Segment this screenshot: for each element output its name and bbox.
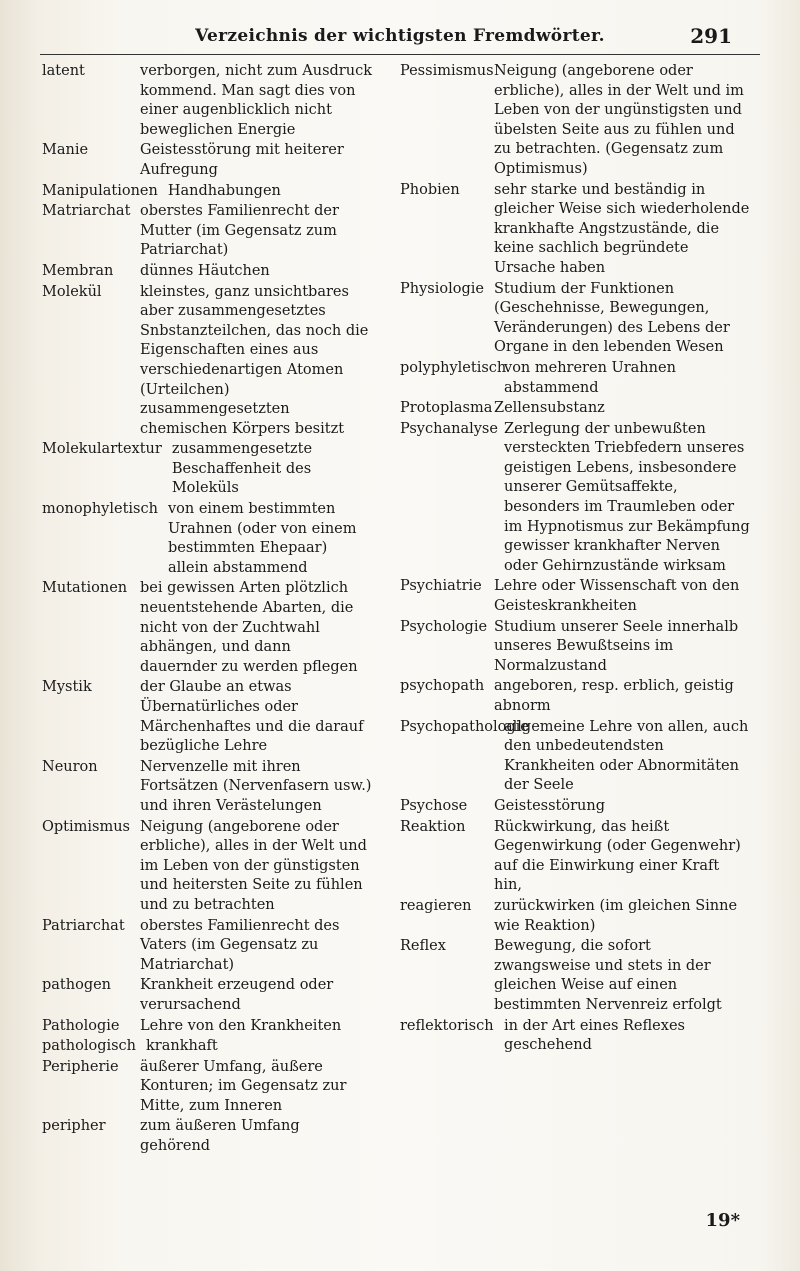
- glossary-entry: [42, 62, 372, 140]
- glossary-entry: [400, 937, 750, 1015]
- glossary-entry: [400, 718, 750, 796]
- entry-definition: Neigung (angeborene oder erbliche), alles in der Welt und im Leben von der ungünstigsten und übelsten Seite aus zu fühlen und zu betrachten. (Gegensatz zum Optimismus): [494, 63, 744, 177]
- entry-definition: verborgen, nicht zum Ausdruck kommend. Man sagt dies von einer augenblicklich nicht beweglichen Energie: [140, 63, 372, 138]
- glossary-entry: [400, 797, 750, 817]
- entry-term: Manie: [42, 142, 89, 159]
- entry-term: Psychose: [400, 797, 468, 814]
- entry-definition: sehr starke und beständig in gleicher Weise sich wiederholende krankhafte Angstzustände, die keine sachlich begründete Ursache haben: [494, 181, 750, 276]
- entry-term: peripher: [42, 1118, 106, 1135]
- entry-term: Psychiatrie: [400, 578, 482, 595]
- entry-definition: Bewegung, die sofort zwangsweise und stets in der gleichen Weise auf einen bestimmten Nervenreiz erfolgt: [494, 938, 722, 1013]
- entry-term: Molekül: [42, 283, 102, 300]
- running-header: [40, 18, 760, 55]
- entry-term: pathogen: [42, 977, 112, 994]
- glossary-entry: [42, 202, 372, 261]
- entry-definition: zum äußeren Umfang gehörend: [140, 1118, 300, 1155]
- entry-term: monophyletisch: [42, 501, 158, 518]
- entry-term: Molekulartextur: [42, 441, 162, 458]
- glossary-entry: [42, 1058, 372, 1117]
- glossary-entry: [42, 182, 372, 202]
- glossary-entry: [42, 262, 372, 282]
- entry-definition: Neigung (angeborene oder erbliche), alles in der Welt und im Leben von der günstigsten und heitersten Seite zu fühlen und zu betrachten: [140, 818, 367, 913]
- entry-definition: äußerer Umfang, äußere Konturen; im Gegensatz zur Mitte, zum Inneren: [140, 1058, 347, 1114]
- entry-term: pathologisch: [42, 1038, 137, 1055]
- glossary-entry: [400, 818, 750, 896]
- entry-definition: allgemeine Lehre von allen, auch den unbedeutendsten Krankheiten oder Abnormitäten der Seele: [504, 718, 749, 794]
- entry-definition: Zellensubstanz: [494, 400, 605, 417]
- entry-definition: Handhabungen: [167, 182, 281, 199]
- entry-definition: Geistesstörung: [494, 797, 605, 814]
- entry-term: Reflex: [400, 938, 446, 955]
- entry-definition: Lehre von den Krankheiten: [140, 1017, 342, 1034]
- entry-definition: Nervenzelle mit ihren Fortsätzen (Nervenfasern usw.) und ihren Verästelungen: [140, 758, 372, 814]
- glossary-entry: [42, 1017, 372, 1037]
- entry-term: latent: [42, 63, 85, 79]
- entry-definition: Lehre oder Wissenschaft von den Geisteskrankheiten: [494, 578, 740, 615]
- entry-definition: zurückwirken (im gleichen Sinne wie Reaktion): [494, 897, 738, 934]
- glossary-entry: [42, 579, 372, 677]
- glossary-entry: [42, 917, 372, 976]
- entry-term: Psychopathologie: [400, 718, 529, 735]
- glossary-entry: [400, 677, 750, 716]
- glossary-entry: [400, 359, 750, 398]
- entry-definition: Krankheit erzeugend oder verursachend: [140, 977, 334, 1013]
- page-number: 291: [690, 24, 732, 48]
- entry-definition: krankhaft: [146, 1038, 218, 1055]
- page-title: Verzeichnis der wichtigsten Fremdwörter.: [195, 26, 605, 46]
- entry-definition: der Glaube an etwas Übernatürliches oder Märchenhaftes und die darauf bezügliche Lehre: [140, 679, 364, 755]
- entry-definition: in der Art eines Reflexes geschehend: [504, 1017, 685, 1054]
- entry-definition: Geistesstörung mit heiterer Aufregung: [140, 142, 344, 178]
- entry-definition: kleinstes, ganz unsichtbares aber zusammengesetztes Snbstanzteilchen, das noch die Eigenschaften eines aus verschiedenartigen Atomen (Urteilchen) zusammengesetzten chemischen Körpers besitzt: [140, 283, 369, 437]
- entry-definition: oberstes Familienrecht der Mutter (im Gegensatz zum Patriarchat): [140, 203, 339, 259]
- entry-definition: Zerlegung der unbewußten versteckten Triebfedern unseres geistigen Lebens, insbesondere unserer Gemütsaffekte, besonders im Traumleben oder im Hypnotismus zur Bekämpfung gewisser krankhafter Nerven oder Gehirnzustände wirksam: [504, 420, 750, 574]
- entry-term: reagieren: [400, 897, 472, 914]
- entry-definition: oberstes Familienrecht des Vaters (im Gegensatz zu Matriarchat): [140, 917, 340, 973]
- entry-term: Mutationen: [42, 580, 128, 597]
- right-column: [400, 62, 750, 1057]
- entry-term: Reaktion: [400, 818, 466, 835]
- entry-term: Matriarchat: [42, 203, 131, 220]
- glossary-entry: [400, 897, 750, 936]
- glossary-entry: [42, 976, 372, 1015]
- entry-term: Neuron: [42, 758, 98, 775]
- entry-term: Mystik: [42, 679, 92, 696]
- glossary-entry: [42, 500, 372, 578]
- glossary-entry: [42, 758, 372, 817]
- glossary-entry: [42, 440, 372, 499]
- glossary-entry: [42, 818, 372, 916]
- glossary-entry: [42, 283, 372, 440]
- entry-term: Protoplasma: [400, 400, 493, 417]
- glossary-entry: [400, 181, 750, 279]
- entry-definition: von einem bestimmten Urahnen (oder von einem bestimmten Ehepaar) allein abstammend: [167, 501, 357, 576]
- entry-term: Psychologie: [400, 618, 488, 635]
- entry-definition: zusammengesetzte Beschaffenheit des Moleküls: [171, 441, 313, 497]
- glossary-entry: [400, 62, 750, 180]
- entry-term: Pessimismus: [400, 63, 494, 79]
- entry-definition: dünnes Häutchen: [140, 262, 270, 279]
- entry-term: Manipulationen: [42, 182, 158, 199]
- glossary-entry: [400, 280, 750, 358]
- entry-term: Peripherie: [42, 1058, 119, 1075]
- glossary-entry: [400, 1017, 750, 1056]
- entry-term: psychopath: [400, 678, 485, 695]
- entry-definition: angeboren, resp. erblich, geistig abnorm: [494, 678, 734, 714]
- entry-term: Patriarchat: [42, 917, 125, 934]
- glossary-entry: [400, 420, 750, 577]
- glossary-entry: [42, 141, 372, 180]
- left-column: [42, 62, 372, 1158]
- glossary-entry: [400, 618, 750, 677]
- glossary-entry: [400, 577, 750, 616]
- entry-definition: bei gewissen Arten plötzlich neuentstehende Abarten, die nicht von der Zuchtwahl abhängen, und dann dauernder zu werden pflegen: [140, 580, 358, 675]
- entry-definition: Studium unserer Seele innerhalb unseres Bewußtseins im Normalzustand: [494, 618, 739, 674]
- glossary-entry: [400, 399, 750, 419]
- entry-term: Pathologie: [42, 1017, 120, 1034]
- entry-definition: Rückwirkung, das heißt Gegenwirkung (oder Gegenwehr) auf die Einwirkung einer Kraft hin,: [494, 818, 741, 894]
- entry-definition: Studium der Funktionen (Geschehnisse, Bewegungen, Veränderungen) des Lebens der Organe in den lebenden Wesen: [494, 280, 730, 356]
- entry-term: Phobien: [400, 181, 460, 198]
- glossary-entry: [42, 1037, 372, 1057]
- entry-term: Physiologie: [400, 280, 484, 297]
- entry-definition: von mehreren Urahnen abstammend: [504, 359, 676, 396]
- entry-term: reflektorisch: [400, 1017, 494, 1034]
- entry-term: Membran: [42, 262, 114, 279]
- entry-term: polyphyletisch: [400, 359, 507, 376]
- entry-term: Optimismus: [42, 818, 130, 835]
- printer-signature: 19*: [705, 1210, 740, 1231]
- glossary-entry: [42, 678, 372, 756]
- entry-term: Psychanalyse: [400, 420, 498, 437]
- glossary-entry: [42, 1117, 372, 1156]
